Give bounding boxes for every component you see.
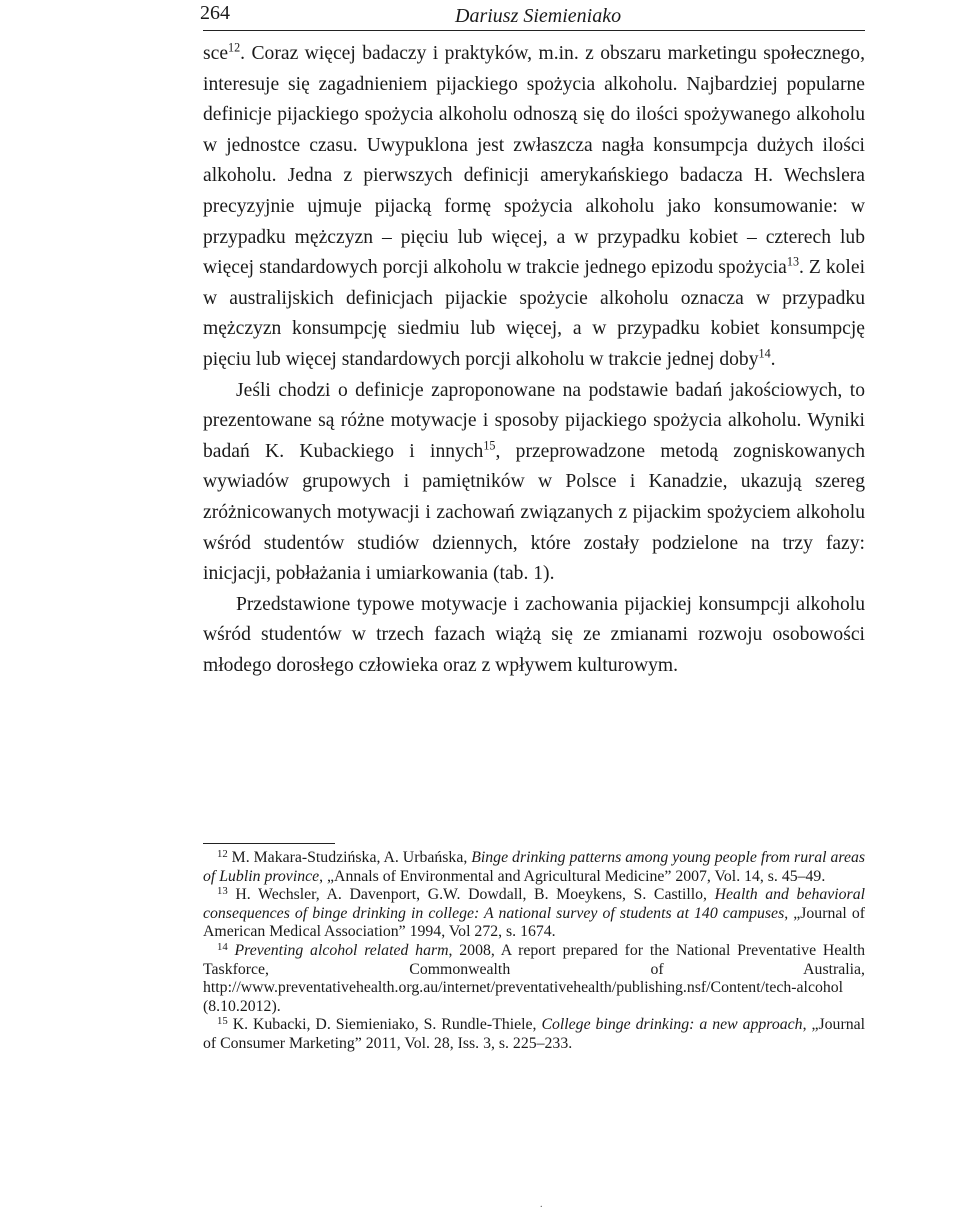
page-number: 264 bbox=[200, 2, 230, 24]
footnote-title: College binge drinking: a new approach bbox=[541, 1016, 803, 1034]
footnote-ref-15[interactable]: 15 bbox=[483, 438, 496, 453]
footnote-number: 15 bbox=[217, 1015, 228, 1028]
footnote-13: $^{13}$ H. Wechsler, A. Davenport, G.W. Dowdall, B. Moeykens, S. Castillo, Health and behavioral consequences of binge drinking in college: A national survey of students at 140 campuses, „Journal of American Medical Association” 1994, Vol 272, s. 1674. bbox=[203, 885, 865, 941]
paragraph-1: sce$^{12}$. Coraz więcej badaczy i praktyków, m.in. z obszaru marketingu społecznego, interesuje się zagadnieniem pijackiego spożycia alkoholu. Najbardziej popularne definicje pijackiego spożycia alkoholu odnoszą się do ilości spożywanego alkoholu w jednostce czasu. Uwypuklona jest zwłaszcza nagła konsumpcja dużych ilości alkoholu. Jedna z pierwszych definicji amerykańskiego badacza H. Wechslera precyzyjnie ujmuje pijacką formę spożycia alkoholu jako konsumowanie: w przypadku mężczyzn – pięciu lub więcej, a w przypadku kobiet – czterech lub więcej standardowych porcji alkoholu w trakcie jednego epizodu spożycia$^{13}$. Z kolei w australijskich definicjach pijackie spożycie alkoholu oznacza w przypadku mężczyzn konsumpcję siedmiu lub więcej, a w przypadku kobiet konsumpcję pięciu lub więcej standardowych porcji alkoholu w trakcie jednej doby$^{14}$. bbox=[203, 40, 866, 370]
paragraph-2: Jeśli chodzi o definicje zaproponowane na podstawie badań jakościowych, to prezentowane są różne motywacje i sposoby pijackiego spożycia alkoholu. Wyniki badań K. Kubackiego i innych$^{15}$, przeprowadzone metodą zogniskowanych wywiadów grupowych i pamiętników w Polsce i Kanadzie, ukazują szereg zróżnicowanych motywacji i zachowań związanych z pijackim spożyciem alkoholu wśród studentów studiów dziennych, które zostały podzielone na trzy fazy: inicjacji, pobłażania i umiarkowania (tab. 1). bbox=[203, 379, 865, 585]
running-head-author: Dariusz Siemieniako bbox=[455, 5, 622, 27]
footnote-ref-12[interactable]: 12 bbox=[228, 40, 241, 55]
footnote-title: Binge drinking patterns among young people from rural areas of Lublin province bbox=[203, 849, 865, 885]
page-header bbox=[200, 2, 865, 31]
paragraph-3: Przedstawione typowe motywacje i zachowania pijackiej konsumpcji alkoholu wśród studentów w trzech fazach wiążą się ze zmianami rozwoju osobowości młodego dorosłego człowieka oraz z wpływem kulturowym. bbox=[203, 593, 865, 676]
footnote-12: $^{12}$ M. Makara-Studzińska, A. Urbańska, Binge drinking patterns among young people from rural areas of Lublin province, „Annals of Environmental and Agricultural Medicine” 2007, Vol. 14, s. 45–49. bbox=[203, 848, 865, 885]
scan-speck: . bbox=[540, 1199, 543, 1210]
footnote-ref-14[interactable]: 14 bbox=[758, 346, 771, 361]
footnote-14: $^{14}$ Preventing alcohol related harm, 2008, A report prepared for the National Preventative Health Taskforce, Commonwealth of Australia, http://www.preventativehealth.org.au/internet/preventativehealth/publishing.nsf/Content/tech-alcohol (8.10.2012). bbox=[203, 941, 865, 1015]
footnote-number: 12 bbox=[217, 848, 228, 861]
footnote-title: Preventing alcohol related harm bbox=[234, 941, 449, 959]
footnote-number: 13 bbox=[217, 885, 228, 898]
footnote-separator bbox=[203, 843, 335, 844]
footnotes bbox=[203, 849, 865, 1054]
main-text bbox=[203, 39, 865, 681]
footnote-title: Health and behavioral consequences of binge drinking in college: A national survey of students at 140 campuses bbox=[203, 886, 865, 922]
footnote-ref-13[interactable]: 13 bbox=[786, 254, 800, 269]
footnote-number: 14 bbox=[217, 941, 228, 954]
footnote-15: $^{15}$ K. Kubacki, D. Siemieniako, S. Rundle-Thiele, College binge drinking: a new approach, „Journal of Consumer Marketing” 2011, Vol. 28, Iss. 3, s. 225–233. bbox=[203, 1015, 865, 1052]
